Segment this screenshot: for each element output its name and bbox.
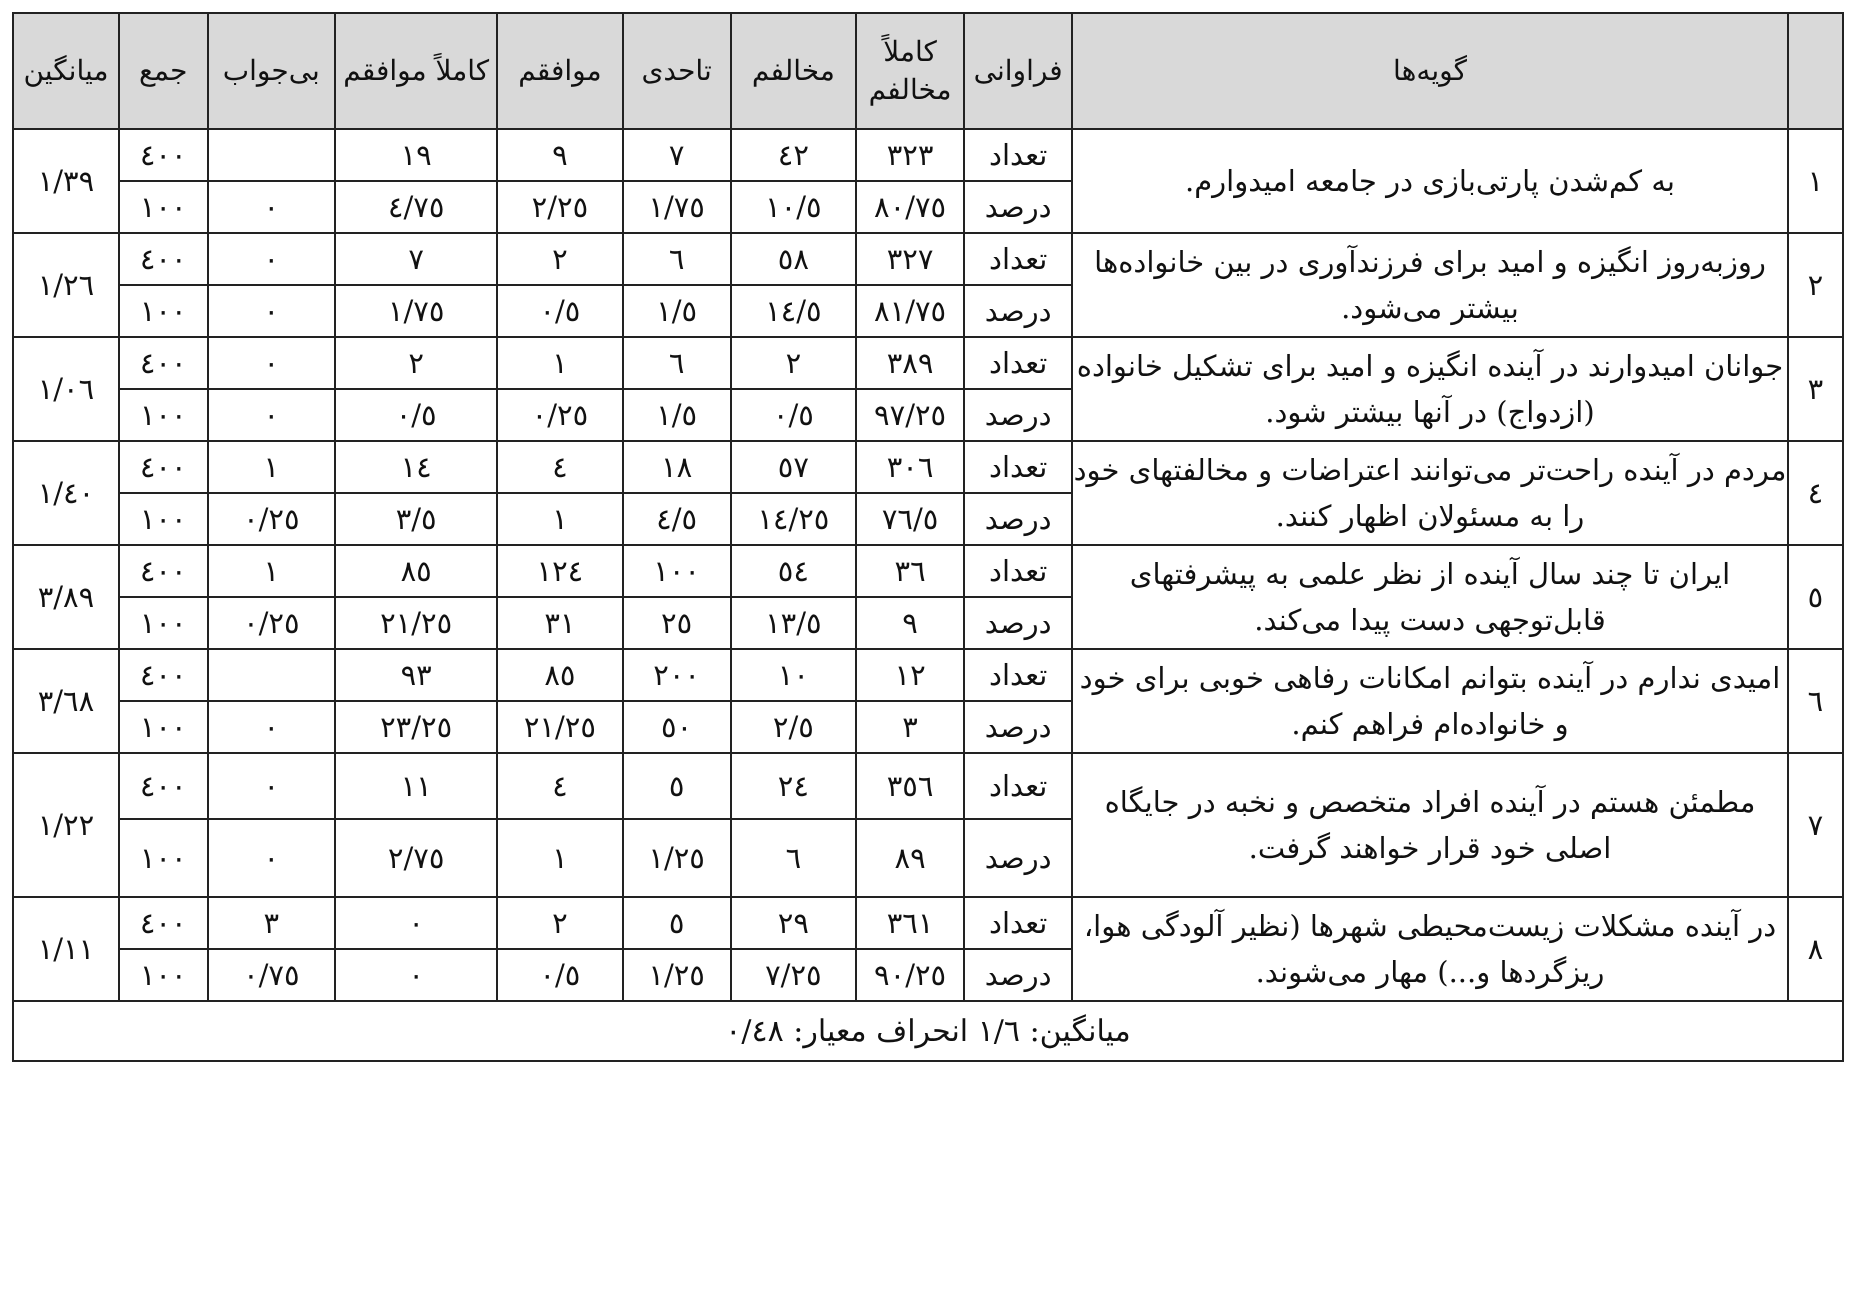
somewhat-count-cell: ٧ — [623, 129, 731, 181]
strongly-agree-percent-cell: ٢٣/٢٥ — [335, 701, 497, 753]
strongly-disagree-percent-cell: ٨٠/٧٥ — [856, 181, 964, 233]
somewhat-count-cell: ١٨ — [623, 441, 731, 493]
strongly-agree-count-cell: ٠ — [335, 897, 497, 949]
strongly-disagree-count-cell: ١٢ — [856, 649, 964, 701]
agree-percent-cell: ٢/٢٥ — [497, 181, 622, 233]
disagree-percent-cell: ١٤/٢٥ — [731, 493, 856, 545]
total-percent-cell: ١٠٠ — [119, 285, 208, 337]
header-total: جمع — [119, 13, 208, 129]
mean-cell: ١/٤٠ — [13, 441, 119, 545]
survey-table-container — [12, 12, 1844, 1062]
strongly-agree-count-cell: ٨٥ — [335, 545, 497, 597]
no-answer-percent-cell: ٠/٢٥ — [208, 493, 336, 545]
no-answer-count-cell: ٣ — [208, 897, 336, 949]
disagree-percent-cell: ١٣/٥ — [731, 597, 856, 649]
strongly-agree-percent-cell: ٠/٥ — [335, 389, 497, 441]
disagree-count-cell: ٤٢ — [731, 129, 856, 181]
disagree-percent-cell: ٢/٥ — [731, 701, 856, 753]
table-row — [13, 129, 1843, 181]
strongly-disagree-percent-cell: ٣ — [856, 701, 964, 753]
somewhat-percent-cell: ١/٢٥ — [623, 949, 731, 1001]
frequency-label: درصد — [964, 389, 1072, 441]
disagree-count-cell: ٢٩ — [731, 897, 856, 949]
strongly-disagree-percent-cell: ٨١/٧٥ — [856, 285, 964, 337]
somewhat-count-cell: ٢٠٠ — [623, 649, 731, 701]
disagree-percent-cell: ٠/٥ — [731, 389, 856, 441]
no-answer-percent-cell: ٠ — [208, 819, 336, 897]
statement-cell: در آینده مشکلات زیست‌محیطی شهرها (نظیر آلودگی هوا، ریزگردها و...) مهار می‌شوند. — [1072, 897, 1788, 1001]
strongly-agree-count-cell: ٢ — [335, 337, 497, 389]
strongly-agree-count-cell: ١٤ — [335, 441, 497, 493]
header-frequency: فراوانی — [964, 13, 1072, 129]
header-strongly-disagree: کاملاً مخالفم — [856, 13, 964, 129]
frequency-label: درصد — [964, 493, 1072, 545]
item-number: ٤ — [1788, 441, 1843, 545]
strongly-agree-percent-cell: ٠ — [335, 949, 497, 1001]
no-answer-count-cell — [208, 129, 336, 181]
item-number: ٢ — [1788, 233, 1843, 337]
strongly-disagree-count-cell: ٣٥٦ — [856, 753, 964, 819]
no-answer-percent-cell: ٠/٢٥ — [208, 597, 336, 649]
frequency-label: درصد — [964, 701, 1072, 753]
item-number: ١ — [1788, 129, 1843, 233]
disagree-percent-cell: ٧/٢٥ — [731, 949, 856, 1001]
agree-percent-cell: ١ — [497, 819, 622, 897]
strongly-disagree-count-cell: ٣٨٩ — [856, 337, 964, 389]
mean-cell: ١/١١ — [13, 897, 119, 1001]
mean-cell: ١/٢٦ — [13, 233, 119, 337]
total-count-cell: ٤٠٠ — [119, 649, 208, 701]
somewhat-percent-cell: ١/٢٥ — [623, 819, 731, 897]
statement-cell: ایران تا چند سال آینده از نظر علمی به پیشرفتهای قابل‌توجهی دست پیدا می‌کند. — [1072, 545, 1788, 649]
agree-percent-cell: ٣١ — [497, 597, 622, 649]
statement-cell: به کم‌شدن پارتی‌بازی در جامعه امیدوارم. — [1072, 129, 1788, 233]
mean-cell: ٣/٨٩ — [13, 545, 119, 649]
total-count-cell: ٤٠٠ — [119, 337, 208, 389]
table-row — [13, 337, 1843, 389]
strongly-agree-count-cell: ٧ — [335, 233, 497, 285]
disagree-count-cell: ٢ — [731, 337, 856, 389]
mean-cell: ٣/٦٨ — [13, 649, 119, 753]
disagree-percent-cell: ١٤/٥ — [731, 285, 856, 337]
strongly-disagree-percent-cell: ٩٠/٢٥ — [856, 949, 964, 1001]
disagree-percent-cell: ١٠/٥ — [731, 181, 856, 233]
header-mean: میانگین — [13, 13, 119, 129]
statement-cell: مردم در آینده راحت‌تر می‌توانند اعتراضات و مخالفتهای خود را به مسئولان اظهار کنند. — [1072, 441, 1788, 545]
total-count-cell: ٤٠٠ — [119, 545, 208, 597]
total-count-cell: ٤٠٠ — [119, 897, 208, 949]
header-no-answer: بی‌جواب — [208, 13, 336, 129]
agree-count-cell: ١٢٤ — [497, 545, 622, 597]
total-count-cell: ٤٠٠ — [119, 129, 208, 181]
header-disagree: مخالفم — [731, 13, 856, 129]
strongly-agree-percent-cell: ١/٧٥ — [335, 285, 497, 337]
frequency-label: درصد — [964, 285, 1072, 337]
frequency-label: تعداد — [964, 441, 1072, 493]
mean-cell: ١/٣٩ — [13, 129, 119, 233]
strongly-agree-count-cell: ١١ — [335, 753, 497, 819]
strongly-disagree-count-cell: ٣٠٦ — [856, 441, 964, 493]
table-body — [13, 129, 1843, 1001]
disagree-count-cell: ٥٧ — [731, 441, 856, 493]
item-number: ٧ — [1788, 753, 1843, 897]
table-row — [13, 441, 1843, 493]
total-percent-cell: ١٠٠ — [119, 493, 208, 545]
total-percent-cell: ١٠٠ — [119, 389, 208, 441]
no-answer-count-cell: ٠ — [208, 233, 336, 285]
total-count-cell: ٤٠٠ — [119, 233, 208, 285]
total-percent-cell: ١٠٠ — [119, 949, 208, 1001]
agree-count-cell: ٢ — [497, 897, 622, 949]
header-agree: موافقم — [497, 13, 622, 129]
total-count-cell: ٤٠٠ — [119, 441, 208, 493]
no-answer-percent-cell: ٠ — [208, 181, 336, 233]
statement-cell: جوانان امیدوارند در آینده انگیزه و امید برای تشکیل خانواده (ازدواج) در آنها بیشتر شود. — [1072, 337, 1788, 441]
agree-count-cell: ٩ — [497, 129, 622, 181]
table-row — [13, 545, 1843, 597]
frequency-label: درصد — [964, 819, 1072, 897]
total-percent-cell: ١٠٠ — [119, 701, 208, 753]
total-percent-cell: ١٠٠ — [119, 597, 208, 649]
summary-stats: میانگین: ١/٦ انحراف معیار: ٠/٤٨ — [13, 1001, 1843, 1061]
header-statements: گویه‌ها — [1072, 13, 1788, 129]
disagree-count-cell: ٥٤ — [731, 545, 856, 597]
no-answer-count-cell: ٠ — [208, 753, 336, 819]
table-row — [13, 649, 1843, 701]
strongly-disagree-count-cell: ٣٦ — [856, 545, 964, 597]
no-answer-percent-cell: ٠ — [208, 285, 336, 337]
table-row — [13, 897, 1843, 949]
strongly-agree-percent-cell: ٢/٧٥ — [335, 819, 497, 897]
strongly-agree-percent-cell: ٤/٧٥ — [335, 181, 497, 233]
strongly-agree-percent-cell: ٣/٥ — [335, 493, 497, 545]
frequency-label: تعداد — [964, 545, 1072, 597]
agree-count-cell: ٤ — [497, 441, 622, 493]
somewhat-count-cell: ٥ — [623, 753, 731, 819]
strongly-disagree-percent-cell: ٨٩ — [856, 819, 964, 897]
header-row — [13, 13, 1843, 129]
frequency-label: تعداد — [964, 753, 1072, 819]
agree-count-cell: ٨٥ — [497, 649, 622, 701]
somewhat-percent-cell: ٢٥ — [623, 597, 731, 649]
table-row — [13, 753, 1843, 819]
table-row — [13, 233, 1843, 285]
item-number: ٦ — [1788, 649, 1843, 753]
agree-count-cell: ٢ — [497, 233, 622, 285]
agree-percent-cell: ٠/٥ — [497, 285, 622, 337]
header-strongly-agree: کاملاً موافقم — [335, 13, 497, 129]
item-number: ٥ — [1788, 545, 1843, 649]
somewhat-percent-cell: ١/٥ — [623, 389, 731, 441]
disagree-count-cell: ١٠ — [731, 649, 856, 701]
frequency-label: تعداد — [964, 337, 1072, 389]
agree-percent-cell: ٠/٢٥ — [497, 389, 622, 441]
agree-percent-cell: ٢١/٢٥ — [497, 701, 622, 753]
survey-table — [12, 12, 1844, 1062]
strongly-agree-count-cell: ٩٣ — [335, 649, 497, 701]
no-answer-percent-cell: ٠ — [208, 389, 336, 441]
frequency-label: درصد — [964, 597, 1072, 649]
agree-count-cell: ٤ — [497, 753, 622, 819]
disagree-percent-cell: ٦ — [731, 819, 856, 897]
mean-cell: ١/٢٢ — [13, 753, 119, 897]
footer-row — [13, 1001, 1843, 1061]
frequency-label: تعداد — [964, 649, 1072, 701]
total-count-cell: ٤٠٠ — [119, 753, 208, 819]
item-number: ٣ — [1788, 337, 1843, 441]
somewhat-count-cell: ١٠٠ — [623, 545, 731, 597]
no-answer-count-cell: ١ — [208, 545, 336, 597]
strongly-disagree-count-cell: ٣٢٣ — [856, 129, 964, 181]
frequency-label: درصد — [964, 181, 1072, 233]
statement-cell: امیدی ندارم در آینده بتوانم امکانات رفاهی خوبی برای خود و خانواده‌ام فراهم کنم. — [1072, 649, 1788, 753]
frequency-label: درصد — [964, 949, 1072, 1001]
somewhat-count-cell: ٥ — [623, 897, 731, 949]
statement-cell: مطمئن هستم در آینده افراد متخصص و نخبه در جایگاه اصلی خود قرار خواهند گرفت. — [1072, 753, 1788, 897]
header-somewhat: تاحدی — [623, 13, 731, 129]
no-answer-count-cell: ٠ — [208, 337, 336, 389]
somewhat-percent-cell: ١/٧٥ — [623, 181, 731, 233]
somewhat-percent-cell: ٤/٥ — [623, 493, 731, 545]
strongly-disagree-count-cell: ٣٦١ — [856, 897, 964, 949]
strongly-disagree-percent-cell: ٩ — [856, 597, 964, 649]
disagree-count-cell: ٢٤ — [731, 753, 856, 819]
strongly-agree-count-cell: ١٩ — [335, 129, 497, 181]
frequency-label: تعداد — [964, 897, 1072, 949]
disagree-count-cell: ٥٨ — [731, 233, 856, 285]
total-percent-cell: ١٠٠ — [119, 819, 208, 897]
strongly-disagree-count-cell: ٣٢٧ — [856, 233, 964, 285]
somewhat-count-cell: ٦ — [623, 337, 731, 389]
mean-cell: ١/٠٦ — [13, 337, 119, 441]
strongly-disagree-percent-cell: ٩٧/٢٥ — [856, 389, 964, 441]
strongly-agree-percent-cell: ٢١/٢٥ — [335, 597, 497, 649]
statement-cell: روزبه‌روز انگیزه و امید برای فرزندآوری در بین خانواده‌ها بیشتر می‌شود. — [1072, 233, 1788, 337]
agree-percent-cell: ١ — [497, 493, 622, 545]
header-number — [1788, 13, 1843, 129]
frequency-label: تعداد — [964, 233, 1072, 285]
no-answer-count-cell: ١ — [208, 441, 336, 493]
strongly-disagree-percent-cell: ٧٦/٥ — [856, 493, 964, 545]
total-percent-cell: ١٠٠ — [119, 181, 208, 233]
item-number: ٨ — [1788, 897, 1843, 1001]
agree-percent-cell: ٠/٥ — [497, 949, 622, 1001]
no-answer-percent-cell: ٠/٧٥ — [208, 949, 336, 1001]
somewhat-percent-cell: ١/٥ — [623, 285, 731, 337]
somewhat-percent-cell: ٥٠ — [623, 701, 731, 753]
no-answer-count-cell — [208, 649, 336, 701]
somewhat-count-cell: ٦ — [623, 233, 731, 285]
agree-count-cell: ١ — [497, 337, 622, 389]
frequency-label: تعداد — [964, 129, 1072, 181]
no-answer-percent-cell: ٠ — [208, 701, 336, 753]
